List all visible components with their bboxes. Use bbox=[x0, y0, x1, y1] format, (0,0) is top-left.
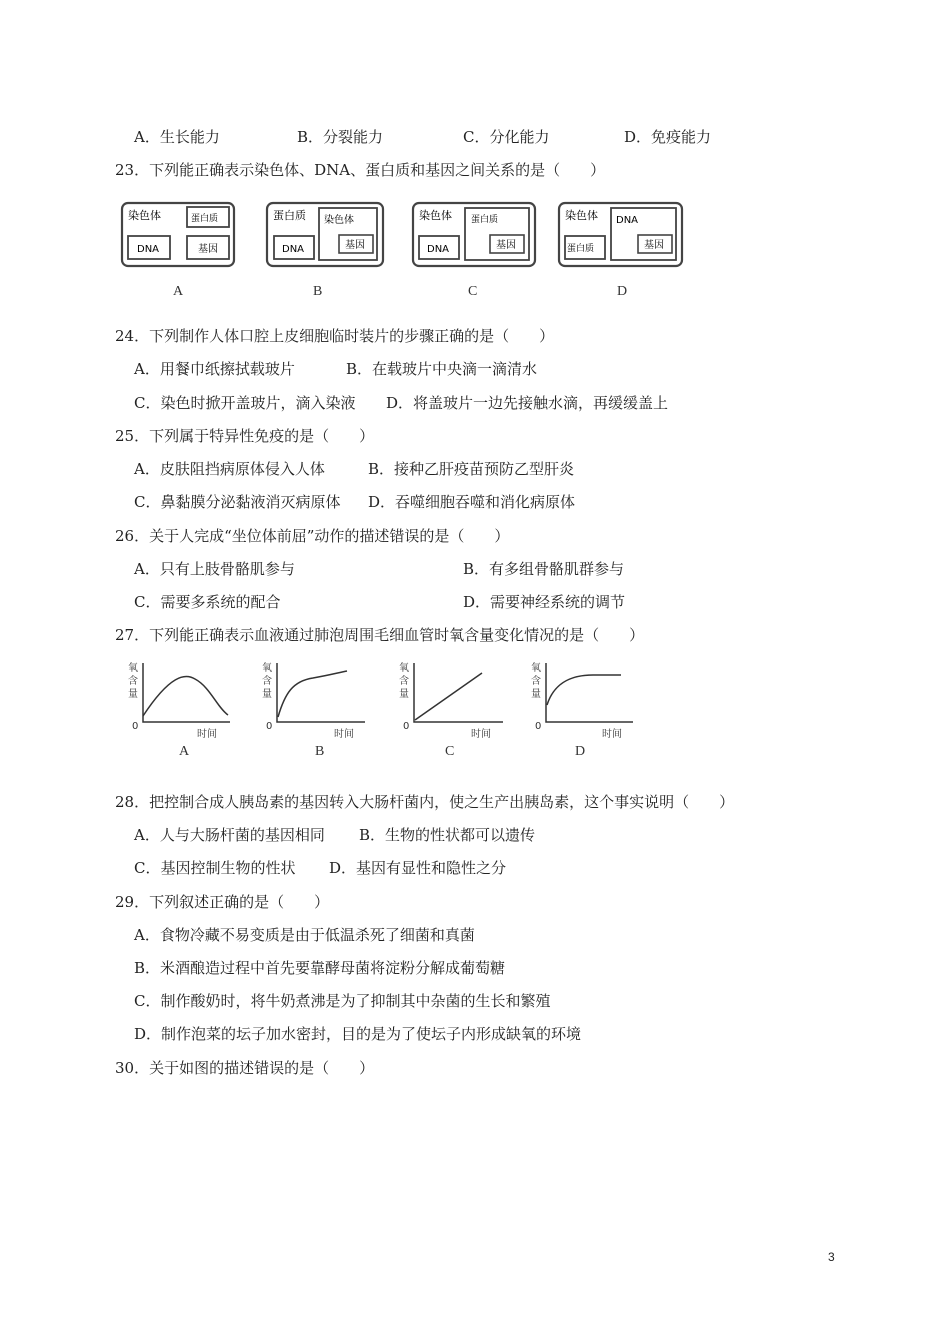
q27-d-ylabel-1: 氧 bbox=[531, 663, 541, 674]
q27-label-a: A bbox=[179, 744, 190, 759]
q27-d-ylabel-3: 量 bbox=[531, 689, 541, 700]
q27-d-ylabel-2: 含 bbox=[531, 676, 541, 687]
q27-a-ylabel-2: 含 bbox=[128, 676, 138, 687]
q27-a-axes bbox=[143, 663, 230, 722]
q23-diagrams bbox=[118, 198, 693, 270]
q27-a-origin: 0 bbox=[132, 721, 139, 732]
q23-stem: 23．下列能正确表示染色体、DNA、蛋白质和基因之间关系的是（ ） bbox=[115, 161, 606, 179]
q23-diagram-c bbox=[413, 203, 535, 266]
q27-a-curve bbox=[143, 676, 228, 716]
q27-c-axes bbox=[414, 663, 503, 722]
q28-option-b: B．生物的性状都可以遗传 bbox=[359, 826, 536, 844]
q25-option-a: A．皮肤阻挡病原体侵入人体 bbox=[134, 460, 325, 478]
q23-d-box-inner: 基因 bbox=[644, 240, 664, 251]
q23-label-d: D bbox=[617, 284, 628, 299]
q26-option-d: D．需要神经系统的调节 bbox=[463, 593, 626, 611]
q24-option-b: B．在载玻片中央滴一滴清水 bbox=[346, 360, 538, 378]
q29-option-b: B．米酒酿造过程中首先要靠酵母菌将淀粉分解成葡萄糖 bbox=[134, 959, 506, 977]
q27-b-curve bbox=[278, 671, 347, 717]
q23-diagram-a bbox=[122, 203, 234, 266]
q27-a-ylabel-1: 氧 bbox=[128, 663, 138, 674]
q28-stem: 28．把控制合成人胰岛素的基因转入大肠杆菌内，使之生产出胰岛素，这个事实说明（ ） bbox=[115, 793, 735, 811]
q30-stem: 30．关于如图的描述错误的是（ ） bbox=[115, 1059, 375, 1077]
q29-stem: 29．下列叙述正确的是（ ） bbox=[115, 893, 330, 911]
q29-option-c: C．制作酸奶时，将牛奶煮沸是为了抑制其中杂菌的生长和繁殖 bbox=[134, 992, 551, 1010]
q28-option-d: D．基因有显性和隐性之分 bbox=[329, 859, 507, 877]
q23-d-box-left: 蛋白质 bbox=[567, 244, 595, 254]
q29-option-a: A．食物冷藏不易变质是由于低温杀死了细菌和真菌 bbox=[134, 926, 475, 944]
q27-b-origin: 0 bbox=[266, 721, 273, 732]
q23-b-box-inner: 基因 bbox=[345, 240, 365, 251]
q23-label-a: A bbox=[173, 284, 184, 299]
q28-option-c: C．基因控制生物的性状 bbox=[134, 859, 296, 877]
q23-b-outer: 蛋白质 bbox=[273, 209, 306, 222]
q27-c-ylabel-1: 氧 bbox=[399, 663, 409, 674]
q27-c-origin: 0 bbox=[403, 721, 410, 732]
q23-a-box2: DNA bbox=[137, 244, 160, 255]
q23-c-box-inner: 基因 bbox=[496, 240, 516, 251]
q25-stem: 25．下列属于特异性免疫的是（ ） bbox=[115, 427, 375, 445]
q27-graphs bbox=[125, 655, 645, 745]
q27-d-curve bbox=[547, 675, 621, 705]
q23-a-outer: 染色体 bbox=[128, 209, 161, 222]
q27-b-axes bbox=[277, 663, 365, 722]
q27-label-d: D bbox=[575, 744, 586, 759]
q25-option-b: B．接种乙肝疫苗预防乙型肝炎 bbox=[368, 460, 575, 478]
q26-option-a: A．只有上肢骨骼肌参与 bbox=[134, 560, 295, 578]
q23-d-outer: 染色体 bbox=[565, 209, 598, 222]
q23-label-c: C bbox=[468, 284, 478, 299]
q26-option-c: C．需要多系统的配合 bbox=[134, 593, 281, 611]
q23-c-box-left: DNA bbox=[427, 244, 450, 255]
q27-a-ylabel-3: 量 bbox=[128, 689, 138, 700]
q23-a-box3: 基因 bbox=[198, 244, 218, 255]
q27-label-b: B bbox=[315, 744, 325, 759]
q24-option-c: C．染色时掀开盖玻片，滴入染液 bbox=[134, 394, 356, 412]
q27-c-line bbox=[415, 673, 482, 720]
q28-option-a: A．人与大肠杆菌的基因相同 bbox=[134, 826, 325, 844]
q22-option-d: D．免疫能力 bbox=[624, 128, 712, 146]
q27-c-xlabel: 时间 bbox=[471, 729, 491, 740]
q25-option-c: C．鼻黏膜分泌黏液消灭病原体 bbox=[134, 493, 341, 511]
q23-d-inner: DNA bbox=[616, 215, 639, 226]
q27-a-xlabel: 时间 bbox=[197, 729, 217, 740]
q23-diagram-b bbox=[267, 203, 383, 266]
q22-option-a: A．生长能力 bbox=[134, 128, 220, 146]
q27-b-xlabel: 时间 bbox=[334, 729, 354, 740]
q24-stem: 24．下列制作人体口腔上皮细胞临时装片的步骤正确的是（ ） bbox=[115, 327, 555, 345]
q27-stem: 27．下列能正确表示血液通过肺泡周围毛细血管时氧含量变化情况的是（ ） bbox=[115, 626, 645, 644]
q27-d-origin: 0 bbox=[535, 721, 542, 732]
q23-b-inner: 染色体 bbox=[324, 215, 354, 226]
q22-option-b: B．分裂能力 bbox=[297, 128, 384, 146]
page-number: 3 bbox=[828, 1250, 835, 1264]
q26-option-b: B．有多组骨骼肌群参与 bbox=[463, 560, 625, 578]
q26-stem: 26．关于人完成“坐位体前屈”动作的描述错误的是（ ） bbox=[115, 527, 510, 545]
q24-option-d: D．将盖玻片一边先接触水滴，再缓缓盖上 bbox=[386, 394, 669, 412]
q24-option-a: A．用餐巾纸擦拭载玻片 bbox=[134, 360, 295, 378]
q27-b-ylabel-2: 含 bbox=[262, 676, 272, 687]
q23-c-outer: 染色体 bbox=[419, 209, 452, 222]
q23-label-b: B bbox=[313, 284, 323, 299]
q27-c-ylabel-3: 量 bbox=[399, 689, 409, 700]
q27-d-xlabel: 时间 bbox=[602, 729, 622, 740]
q23-a-box1: 蛋白质 bbox=[191, 214, 219, 224]
q29-option-d: D．制作泡菜的坛子加水密封，目的是为了使坛子内形成缺氧的环境 bbox=[134, 1025, 582, 1043]
q25-option-d: D．吞噬细胞吞噬和消化病原体 bbox=[368, 493, 576, 511]
q27-b-ylabel-3: 量 bbox=[262, 689, 272, 700]
q27-d-axes bbox=[546, 663, 633, 722]
q22-option-c: C．分化能力 bbox=[463, 128, 550, 146]
q23-c-inner: 蛋白质 bbox=[471, 215, 499, 225]
q23-diagram-d bbox=[559, 203, 682, 266]
q27-b-ylabel-1: 氧 bbox=[262, 663, 272, 674]
q27-c-ylabel-2: 含 bbox=[399, 676, 409, 687]
q27-label-c: C bbox=[445, 744, 455, 759]
q23-b-box-left: DNA bbox=[282, 244, 305, 255]
